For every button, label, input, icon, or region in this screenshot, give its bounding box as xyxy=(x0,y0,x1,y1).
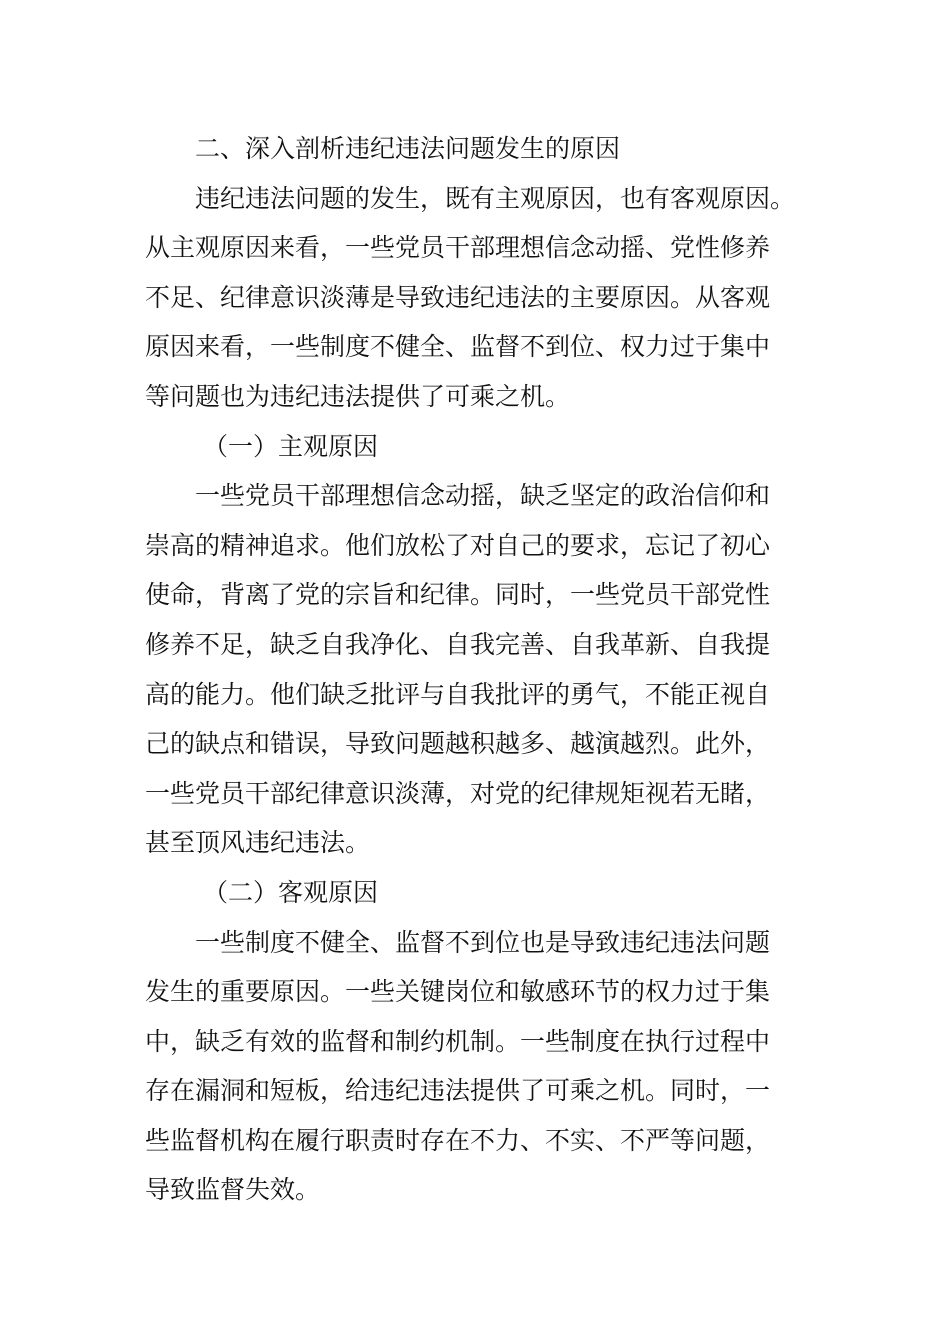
subjective-causes-paragraph xyxy=(145,471,811,868)
subheading-objective-causes: （二）客观原因 xyxy=(203,877,379,907)
text-line: 一些制度不健全、监督不到位也是导致违纪违法问题 xyxy=(195,927,771,957)
text-line: 高的能力。他们缺乏批评与自我批评的勇气，不能正视自 xyxy=(145,679,771,709)
subheading-subjective-causes: （一）主观原因 xyxy=(203,431,379,461)
text-line: 存在漏洞和短板，给违纪违法提供了可乘之机。同时，一 xyxy=(145,1076,771,1106)
text-line: 些监督机构在履行职责时存在不力、不实、不严等问题， xyxy=(145,1125,771,1155)
objective-causes-paragraph xyxy=(145,918,811,1216)
intro-paragraph xyxy=(145,174,811,422)
text-line: 一些党员干部纪律意识淡薄，对党的纪律规矩视若无睹， xyxy=(145,778,771,808)
text-line: 使命，背离了党的宗旨和纪律。同时，一些党员干部党性 xyxy=(145,580,771,610)
text-line: 违纪违法问题的发生，既有主观原因，也有客观原因。 xyxy=(195,183,796,213)
text-line: 一些党员干部理想信念动摇，缺乏坚定的政治信仰和 xyxy=(195,481,771,511)
text-line: 不足、纪律意识淡薄是导致违纪违法的主要原因。从客观 xyxy=(145,282,771,312)
text-line: 甚至顶风违纪违法。 xyxy=(145,828,371,858)
section-heading: 二、深入剖析违纪违法问题发生的原因 xyxy=(195,134,621,163)
text-line: 导致监督失效。 xyxy=(145,1175,321,1205)
text-line: 等问题也为违纪违法提供了可乘之机。 xyxy=(145,381,571,411)
text-line: 中，缺乏有效的监督和制约机制。一些制度在执行过程中 xyxy=(145,1026,771,1056)
text-line: 发生的重要原因。一些关键岗位和敏感环节的权力过于集 xyxy=(145,977,771,1007)
document-body xyxy=(145,124,811,1215)
text-line: 原因来看，一些制度不健全、监督不到位、权力过于集中 xyxy=(145,332,771,362)
text-line: 从主观原因来看，一些党员干部理想信念动摇、党性修养 xyxy=(145,233,771,263)
text-line: 崇高的精神追求。他们放松了对自己的要求，忘记了初心 xyxy=(145,530,771,560)
text-line: 己的缺点和错误，导致问题越积越多、越演越烈。此外， xyxy=(145,729,771,759)
text-line: 修养不足，缺乏自我净化、自我完善、自我革新、自我提 xyxy=(145,629,771,659)
